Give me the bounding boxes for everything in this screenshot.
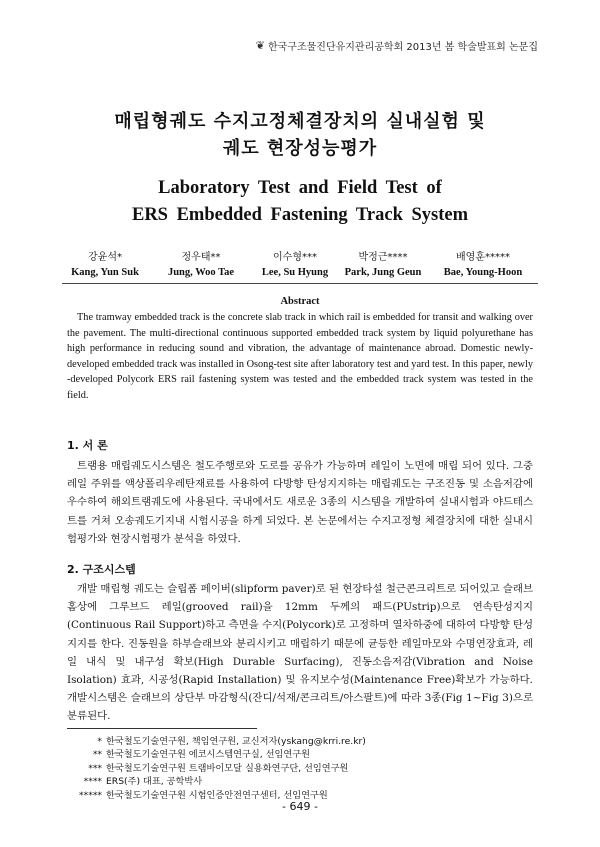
page-number: - 649 - [282, 800, 318, 813]
author-name-kr: 박정근**** [358, 252, 408, 263]
footnote-text: 한국철도기술연구원 트램바이모달 실용화연구단, 선임연구원 [106, 762, 349, 774]
footnote-mark: ***** [79, 789, 102, 801]
flower-icon: ❦ [255, 39, 265, 52]
footnote [62, 775, 366, 788]
footnote-mark: ** [92, 749, 102, 761]
section-body-structure-system: 개발 매립형 궤도는 슬립폼 페이버(slipform paver)로 된 현장타설 철근콘크리트로 되어있고 슬래브 홈상에 그루브드 레일(grooved rail)을 12mm 두께의 패드(PUstrip)으로 연속탄성지지(Continuous Rail Support)하고 측면을 수지(Polycork)로 고정하며 열차하중에 대하여 다방향 탄성지지를 한다. 진동원을 하부슬래브와 분리시키고 매립하기 때문에 균등한 레일마모와 수명연장효과, 레일 내식 및 내구성 확보(High Durable Surfacing), 진동소음저감(Vibration and Noise Isolation) 효과, 시공성(Rapid Installation) 및 유지보수성(Maintenance Free)확보가 가능하다. 개발시스템은 슬래브의 상단부 마감형식(잔디/석재/콘크리트/아스팔트)에 따라 3종(Fig 1~Fig 3)으로 분류된다. [67, 583, 533, 723]
running-header [256, 38, 538, 53]
author-name-kr: 강윤석* [88, 252, 122, 263]
footnote [62, 735, 366, 748]
abstract-title: Abstract [280, 296, 320, 307]
footnote [62, 748, 366, 761]
author-name-en: Park, Jung Geun [344, 267, 422, 278]
title-en-line-1: Laboratory Test and Field Test of [158, 178, 442, 198]
footnotes [62, 735, 366, 802]
abstract-body: The tramway embedded track is the concrete slab track in which rail is embedded for transit and walking over the pavement. The multi-directional continuous supported embedded track system by liquid polyurethane has high performance in reducing sound and vibration, the advantage of maintenance abroad. Domestic newly-developed embedded track was installed in Osong-test site after laboratory test and yard test. In this paper, newly -developed Polycork ERS rail fastening system was tested and the embedded track system was tested in the field. [67, 312, 533, 401]
footnote-text: ERS(주) 대표, 공학박사 [106, 776, 203, 788]
footnote-mark: *** [88, 762, 102, 774]
author-5 [428, 248, 538, 278]
footnote-text: 한국철도기술연구원, 책임연구원, 교신저자(yskang@krri.re.kr) [106, 736, 366, 747]
footnote-text: 한국철도기술연구원 에코시스템연구실, 선임연구원 [106, 749, 311, 761]
author-name-en: Bae, Young-Hoon [443, 267, 523, 278]
author-name-kr: 정우태** [181, 252, 221, 263]
title-en-line-2: ERS Embedded Fastening Track System [131, 205, 469, 225]
author-name-en: Lee, Su Hyung [261, 267, 329, 278]
section-heading-structure-system: 2. 구조시스템 [67, 563, 136, 576]
footnote [62, 762, 366, 775]
author-name-en: Jung, Woo Tae [167, 267, 235, 278]
author-4 [328, 248, 438, 278]
author-name-en: Kang, Yun Suk [71, 267, 139, 278]
footnote-mark: **** [83, 776, 102, 788]
footnote-text: 한국철도기술연구원 시험인증안전연구센터, 선임연구원 [106, 789, 328, 801]
section-body-introduction: 트램용 매립궤도시스템은 철도주행로와 도로를 공유가 가능하며 레일이 노면에 매립 되어 있다. 그중 레일 주위를 액상폴리우레탄재료를 사용하여 다방향 탄성지지하는 매립궤도는 구조진동 및 소음저감에 우수하여 해외트램궤도에 사용된다. 국내에서도 새로운 3종의 시스템을 개발하여 실내시험과 야드테스트를 거쳐 오송궤도기지내 시험시공을 하게 되었다. 본 논문에서는 수지고정형 체결장치에 대한 실내시험평가와 현장시험평가 분석을 하였다. [67, 460, 533, 545]
running-header-text: 한국구조물진단유지관리공학회 2013년 봄 학술발표회 논문집 [267, 42, 538, 53]
title-kr-line-2: 궤도 현장성능평가 [222, 138, 378, 159]
author-name-kr: 이수형*** [273, 252, 317, 263]
title-kr-line-1: 매립형궤도 수지고정체결장치의 실내실험 및 [114, 111, 486, 132]
author-name-kr: 배영훈***** [456, 252, 510, 263]
footnote-rule [67, 728, 257, 729]
section-heading-introduction: 1. 서 론 [67, 439, 108, 452]
title-divider [62, 283, 538, 284]
footnote-mark: * [97, 736, 102, 747]
author-1 [50, 248, 160, 278]
